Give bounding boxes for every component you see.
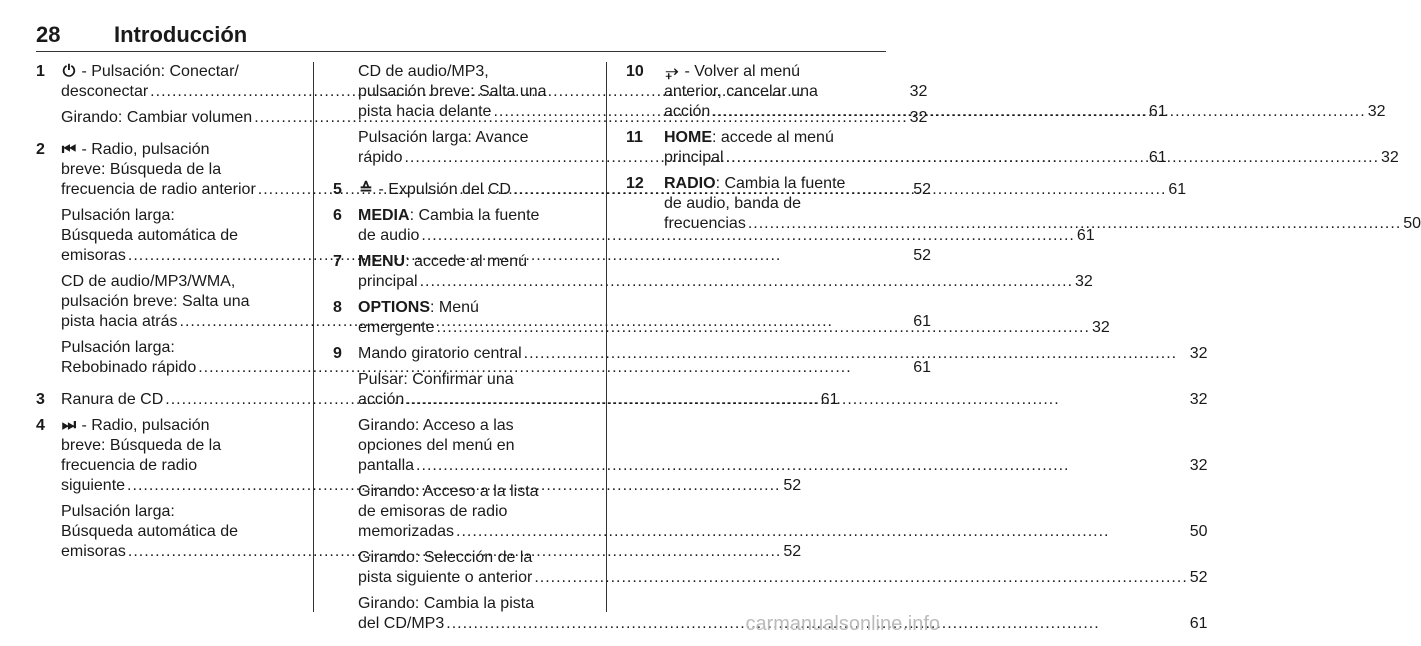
entry-text: rápido bbox=[358, 149, 403, 166]
entry-text: Búsqueda automática de bbox=[61, 523, 239, 540]
entry-text: Girando: Cambiar volumen bbox=[61, 109, 253, 126]
entry-text: - Pulsación: Conectar/ bbox=[77, 63, 239, 80]
entry-text: Girando: Acceso a la lista bbox=[358, 483, 539, 500]
entry-text: Pulsar: Confirmar una bbox=[358, 371, 514, 388]
page-ref: 32 bbox=[1381, 149, 1399, 166]
entry-text: emergente bbox=[358, 319, 435, 336]
entry-text: frecuencia de radio bbox=[61, 457, 198, 474]
entry-number: 1 bbox=[36, 63, 45, 80]
entry-text: acción bbox=[358, 391, 405, 408]
entry-text: Rebobinado rápido bbox=[61, 359, 197, 376]
entry-text: : accede al menú bbox=[712, 129, 834, 146]
page-ref: 52 bbox=[913, 247, 932, 264]
entry-text: emisoras bbox=[61, 543, 126, 560]
page-ref: 52 bbox=[783, 477, 802, 494]
entry-number: 9 bbox=[333, 345, 342, 362]
page-ref: 61 bbox=[1148, 103, 1167, 120]
entry-number: 4 bbox=[36, 417, 45, 434]
button-name: HOME bbox=[664, 129, 712, 146]
entry-text: - Volver al menú bbox=[680, 63, 801, 80]
page-ref: 32 bbox=[1091, 319, 1110, 336]
entry-text: : accede al menú bbox=[405, 253, 527, 270]
button-name: OPTIONS bbox=[358, 299, 431, 316]
entry-text: - Expulsión del CD bbox=[374, 181, 511, 198]
skip-forward-icon: ⏭ bbox=[61, 417, 77, 434]
entry-text: opciones del menú en bbox=[358, 437, 515, 454]
leader-dots bbox=[726, 148, 1379, 168]
entry-text: de audio bbox=[358, 227, 420, 244]
entry-text: desconectar bbox=[61, 83, 149, 100]
entry-number: 5 bbox=[333, 181, 342, 198]
entry-number: 8 bbox=[333, 299, 342, 316]
page-ref: 61 bbox=[1168, 181, 1187, 198]
entry-text: Girando: Acceso a las bbox=[358, 417, 514, 434]
entry-text: Girando: Cambia la pista bbox=[358, 595, 535, 612]
entry-text: Búsqueda automática de bbox=[61, 227, 239, 244]
entry-text: breve: Búsqueda de la bbox=[61, 161, 222, 178]
entry-text: : Menú bbox=[430, 299, 479, 316]
entry-number: 2 bbox=[36, 141, 45, 158]
entry-text: emisoras bbox=[61, 247, 126, 264]
leader-dots bbox=[416, 456, 1188, 476]
page-ref: 61 bbox=[820, 391, 839, 408]
leader-dots bbox=[712, 102, 1365, 122]
page-ref: 32 bbox=[1367, 103, 1386, 120]
entry-number: 7 bbox=[333, 253, 342, 270]
page-ref: 50 bbox=[1403, 215, 1421, 232]
entry-text: Pulsación larga: bbox=[61, 503, 175, 520]
header-rule bbox=[36, 51, 886, 52]
leader-dots bbox=[437, 318, 1090, 338]
entry-text: del CD/MP3 bbox=[358, 615, 445, 632]
entry-text: : Cambia la fuente bbox=[409, 207, 540, 224]
leader-dots bbox=[456, 522, 1188, 542]
page-header bbox=[36, 22, 886, 52]
entry-text: memorizadas bbox=[358, 523, 455, 540]
page-ref: 61 bbox=[913, 359, 932, 376]
entry-number: 6 bbox=[333, 207, 342, 224]
power-icon: ⏻ bbox=[62, 63, 76, 80]
page-ref: 32 bbox=[1189, 457, 1208, 474]
entry-text: Ranura de CD bbox=[61, 391, 164, 408]
entry-number: 12 bbox=[626, 175, 644, 192]
page-ref: 32 bbox=[909, 83, 928, 100]
page-ref: 61 bbox=[1189, 615, 1208, 632]
skip-back-icon: ⏮ bbox=[61, 141, 77, 158]
page-ref: 61 bbox=[1076, 227, 1095, 244]
chapter-title: Introducción bbox=[114, 22, 248, 47]
button-name: RADIO bbox=[664, 175, 716, 192]
entry-number: 10 bbox=[626, 63, 644, 80]
entry-text: Mando giratorio central bbox=[358, 345, 522, 362]
page-ref: 32 bbox=[1189, 345, 1208, 362]
entry-text: pulsación breve: Salta una bbox=[358, 83, 547, 100]
button-name: MENU bbox=[358, 253, 406, 270]
entry-text: : Cambia la fuente bbox=[715, 175, 846, 192]
page-ref: 50 bbox=[1189, 523, 1208, 540]
button-name: MEDIA bbox=[358, 207, 410, 224]
page-ref: 32 bbox=[909, 109, 928, 126]
entry-text: pulsación breve: Salta una bbox=[61, 293, 250, 310]
page-ref: 61 bbox=[1148, 149, 1167, 166]
leader-dots bbox=[406, 390, 1188, 410]
entry-text: de audio, banda de bbox=[664, 195, 802, 212]
page-ref: 52 bbox=[1189, 569, 1208, 586]
entry-text: siguiente bbox=[61, 477, 126, 494]
entry-text: frecuencias bbox=[664, 215, 746, 232]
page-ref: 52 bbox=[913, 181, 932, 198]
entry-text: CD de audio/MP3, bbox=[358, 63, 489, 80]
entry-text: anterior, cancelar una bbox=[664, 83, 818, 100]
page-ref: 32 bbox=[1075, 273, 1093, 290]
leader-dots bbox=[524, 344, 1188, 364]
leader-dots bbox=[534, 568, 1187, 588]
entry-text: principal bbox=[664, 149, 724, 166]
entry-text: Pulsación larga: bbox=[61, 207, 175, 224]
leader-dots bbox=[748, 214, 1401, 234]
entry-text: CD de audio/MP3/WMA, bbox=[61, 273, 236, 290]
entry-text: Girando: Selección de la bbox=[358, 549, 533, 566]
entry-text: - Radio, pulsación bbox=[77, 417, 210, 434]
back-icon: ⥅ bbox=[665, 63, 679, 80]
leader-dots bbox=[420, 272, 1073, 292]
entry-text: acción bbox=[664, 103, 711, 120]
page-ref: 32 bbox=[1189, 391, 1208, 408]
page-ref: 61 bbox=[913, 313, 932, 330]
entry-text: pantalla bbox=[358, 457, 415, 474]
entry-text: - Radio, pulsación bbox=[77, 141, 210, 158]
watermark: carmanualsonline.info bbox=[745, 613, 940, 635]
entry-text: principal bbox=[358, 273, 418, 290]
entry-text: de emisoras de radio bbox=[358, 503, 508, 520]
entry-text: pista siguiente o anterior bbox=[358, 569, 533, 586]
entry-text: Pulsación larga: Avance bbox=[358, 129, 529, 146]
entry-number: 3 bbox=[36, 391, 45, 408]
entry-text: pista hacia atrás bbox=[61, 313, 178, 330]
eject-icon: ≙ bbox=[359, 181, 373, 198]
entry-number: 11 bbox=[626, 129, 643, 146]
page-ref: 52 bbox=[783, 543, 802, 560]
entry-text: breve: Búsqueda de la bbox=[61, 437, 222, 454]
page-number: 28 bbox=[36, 22, 61, 47]
entry-text: Pulsación larga: bbox=[61, 339, 175, 356]
entry-text: pista hacia delante bbox=[358, 103, 492, 120]
entry-text: frecuencia de radio anterior bbox=[61, 181, 256, 198]
